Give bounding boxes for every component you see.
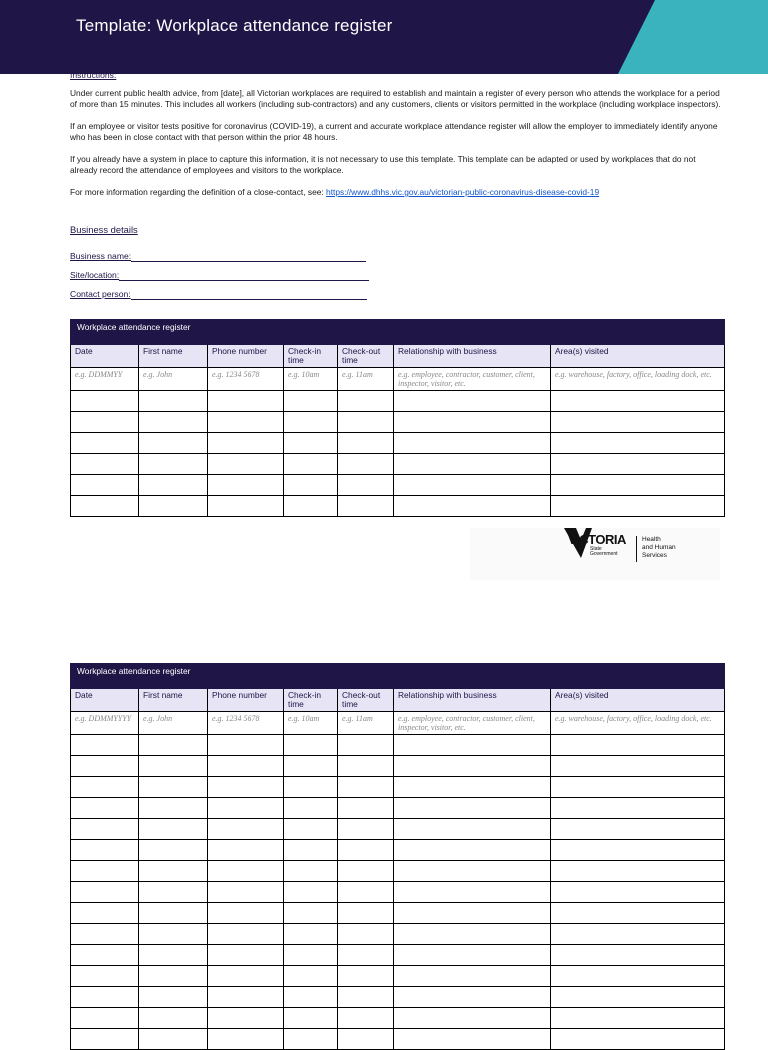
entry-cell[interactable] [284, 840, 338, 861]
entry-cell[interactable] [551, 798, 725, 819]
example-date: e.g. DDMMYYYY [71, 712, 139, 735]
attendance-register-table-2 [70, 663, 725, 1050]
entry-cell[interactable] [71, 987, 139, 1008]
column-header-check-in: Check-in time [284, 345, 338, 368]
entry-cell[interactable] [551, 882, 725, 903]
entry-cell[interactable] [284, 798, 338, 819]
entry-cell[interactable] [139, 903, 208, 924]
entry-cell[interactable] [208, 777, 284, 798]
entry-cell[interactable] [338, 861, 394, 882]
column-header-relationship: Relationship with business [394, 689, 551, 712]
entry-cell[interactable] [284, 861, 338, 882]
state-government-text [590, 547, 618, 557]
table-row [71, 391, 725, 412]
instructions-paragraph-2: If an employee or visitor tests positive for coronavirus (COVID-19), a current and accurate workplace attendance register will allow the employer to immediately identify anyone who has been in close contact with that person within the prior 48 hours. [70, 121, 718, 142]
entry-cell[interactable] [71, 819, 139, 840]
table-row [71, 861, 725, 882]
entry-cell[interactable] [551, 819, 725, 840]
entry-cell[interactable] [551, 475, 725, 496]
entry-cell[interactable] [139, 819, 208, 840]
dept-line-2: and Human [642, 544, 676, 551]
instructions-paragraph-3: If you already have a system in place to capture this information, it is not necessary to use this template. This template can be adapted or used by workplaces that do not already record the attendance of employees and visitors to the workplace. [70, 154, 696, 175]
column-header-check-in: Check-in time [284, 689, 338, 712]
example-areas: e.g. warehouse, factory, office, loading dock, etc. [551, 712, 725, 735]
table-row [71, 475, 725, 496]
instructions-section [70, 70, 724, 300]
entry-cell[interactable] [71, 945, 139, 966]
entry-cell[interactable] [208, 496, 284, 517]
entry-cell[interactable] [208, 840, 284, 861]
example-check-out: e.g. 11am [338, 712, 394, 735]
entry-cell[interactable] [338, 987, 394, 1008]
entry-cell[interactable] [139, 1008, 208, 1029]
entry-cell[interactable] [284, 882, 338, 903]
entry-cell[interactable] [284, 987, 338, 1008]
entry-cell[interactable] [551, 735, 725, 756]
column-header-date: Date [71, 345, 139, 368]
entry-cell[interactable] [139, 756, 208, 777]
table-1-body [71, 391, 725, 517]
entry-cell[interactable] [71, 391, 139, 412]
entry-cell[interactable] [284, 945, 338, 966]
entry-cell[interactable] [71, 861, 139, 882]
entry-cell[interactable] [394, 454, 551, 475]
entry-cell[interactable] [394, 475, 551, 496]
table-row [71, 496, 725, 517]
column-header-phone-number: Phone number [208, 689, 284, 712]
victoria-wordmark: VICTORIA [568, 532, 626, 547]
entry-cell[interactable] [139, 882, 208, 903]
attendance-register-table-1 [70, 319, 725, 517]
example-relationship: e.g. employee, contractor, customer, client, inspector, visitor, etc. [394, 368, 551, 391]
entry-cell[interactable] [139, 945, 208, 966]
entry-cell[interactable] [139, 798, 208, 819]
entry-cell[interactable] [394, 882, 551, 903]
entry-cell[interactable] [139, 861, 208, 882]
entry-cell[interactable] [71, 735, 139, 756]
entry-cell[interactable] [394, 735, 551, 756]
entry-cell[interactable] [338, 735, 394, 756]
state-line-1: State [590, 546, 602, 552]
entry-cell[interactable] [139, 454, 208, 475]
contact-person-line[interactable] [131, 290, 367, 300]
entry-cell[interactable] [551, 840, 725, 861]
entry-cell[interactable] [338, 475, 394, 496]
entry-cell[interactable] [284, 475, 338, 496]
business-name-label: Business name: [70, 251, 132, 261]
entry-cell[interactable] [338, 433, 394, 454]
entry-cell[interactable] [338, 966, 394, 987]
entry-cell[interactable] [208, 756, 284, 777]
logo-divider [636, 536, 637, 562]
business-name-line[interactable] [131, 252, 366, 262]
entry-cell[interactable] [208, 798, 284, 819]
entry-cell[interactable] [338, 945, 394, 966]
example-phone: e.g. 1234 5678 [208, 712, 284, 735]
instructions-paragraph-4 [70, 187, 724, 198]
entry-cell[interactable] [284, 1008, 338, 1029]
entry-cell[interactable] [139, 777, 208, 798]
state-line-2: Government [590, 551, 618, 557]
column-header-areas-visited: Area(s) visited [551, 345, 725, 368]
entry-cell[interactable] [338, 882, 394, 903]
table-row [71, 819, 725, 840]
entry-cell[interactable] [139, 840, 208, 861]
more-info-text: For more information regarding the definition of a close-contact, see: [70, 187, 327, 197]
entry-cell[interactable] [551, 454, 725, 475]
entry-cell[interactable] [284, 819, 338, 840]
dept-line-3: Services [642, 552, 667, 559]
victoria-government-logo [470, 524, 720, 584]
entry-cell[interactable] [551, 861, 725, 882]
entry-cell[interactable] [551, 391, 725, 412]
instructions-paragraph-1: Under current public health advice, from [date], all Victorian workplaces are required to establish and maintain a register of every person who attends the workplace for a period of more than 15 minutes. This includes all workers (including sub-contractors) and any customers, clients or visitors permitted in the workplace (including workplace inspectors). [70, 88, 721, 109]
entry-cell[interactable] [338, 1008, 394, 1029]
entry-cell[interactable] [551, 1029, 725, 1050]
column-header-first-name: First name [139, 345, 208, 368]
entry-cell[interactable] [208, 735, 284, 756]
instructions-heading: Instructions: [70, 70, 117, 80]
entry-cell[interactable] [284, 924, 338, 945]
entry-cell[interactable] [394, 1029, 551, 1050]
entry-cell[interactable] [139, 475, 208, 496]
entry-cell[interactable] [551, 966, 725, 987]
entry-cell[interactable] [71, 454, 139, 475]
entry-cell[interactable] [208, 433, 284, 454]
page-title: Template: Workplace attendance register [76, 16, 393, 35]
column-header-check-out: Check-out time [338, 689, 394, 712]
dhhs-department-text [642, 536, 676, 560]
entry-cell[interactable] [284, 1029, 338, 1050]
example-check-in: e.g. 10am [284, 368, 338, 391]
entry-cell[interactable] [208, 966, 284, 987]
entry-cell[interactable] [551, 1008, 725, 1029]
entry-cell[interactable] [208, 412, 284, 433]
entry-cell[interactable] [71, 496, 139, 517]
entry-cell[interactable] [71, 412, 139, 433]
entry-cell[interactable] [208, 1008, 284, 1029]
entry-cell[interactable] [71, 777, 139, 798]
table-row [71, 987, 725, 1008]
contact-person-field[interactable] [70, 281, 724, 300]
entry-cell[interactable] [551, 412, 725, 433]
entry-cell[interactable] [394, 840, 551, 861]
entry-cell[interactable] [551, 945, 725, 966]
dhhs-covid-link[interactable]: https://www.dhhs.vic.gov.au/victorian-public-coronavirus-disease-covid-19 [326, 187, 600, 197]
entry-cell[interactable] [551, 433, 725, 454]
entry-cell[interactable] [394, 1008, 551, 1029]
table-2-caption: Workplace attendance register [71, 664, 725, 689]
entry-cell[interactable] [71, 903, 139, 924]
entry-cell[interactable] [394, 496, 551, 517]
entry-cell[interactable] [71, 966, 139, 987]
entry-cell[interactable] [551, 756, 725, 777]
table-row [71, 882, 725, 903]
entry-cell[interactable] [139, 1029, 208, 1050]
entry-cell[interactable] [338, 903, 394, 924]
entry-cell[interactable] [551, 924, 725, 945]
entry-cell[interactable] [208, 861, 284, 882]
entry-cell[interactable] [338, 412, 394, 433]
entry-cell[interactable] [71, 882, 139, 903]
entry-cell[interactable] [394, 861, 551, 882]
entry-cell[interactable] [394, 819, 551, 840]
banner-accent-shape [618, 0, 768, 74]
example-date: e.g. DDMMYY [71, 368, 139, 391]
entry-cell[interactable] [71, 1029, 139, 1050]
entry-cell[interactable] [71, 924, 139, 945]
table-1-caption: Workplace attendance register [71, 320, 725, 345]
table-row [71, 735, 725, 756]
business-details-heading: Business details [70, 224, 138, 235]
entry-cell[interactable] [139, 735, 208, 756]
entry-cell[interactable] [394, 924, 551, 945]
entry-cell[interactable] [71, 756, 139, 777]
entry-cell[interactable] [284, 391, 338, 412]
table-row [71, 756, 725, 777]
entry-cell[interactable] [551, 777, 725, 798]
entry-cell[interactable] [208, 924, 284, 945]
entry-cell[interactable] [139, 412, 208, 433]
entry-cell[interactable] [338, 454, 394, 475]
entry-cell[interactable] [208, 945, 284, 966]
site-location-label: Site/location: [70, 270, 120, 280]
entry-cell[interactable] [208, 1029, 284, 1050]
table-row [71, 798, 725, 819]
business-name-field[interactable] [70, 243, 724, 262]
entry-cell[interactable] [208, 819, 284, 840]
table-row [71, 1008, 725, 1029]
entry-cell[interactable] [208, 475, 284, 496]
site-location-field[interactable] [70, 262, 724, 281]
entry-cell[interactable] [139, 391, 208, 412]
entry-cell[interactable] [71, 840, 139, 861]
example-phone: e.g. 1234 5678 [208, 368, 284, 391]
entry-cell[interactable] [284, 496, 338, 517]
entry-cell[interactable] [284, 903, 338, 924]
entry-cell[interactable] [394, 903, 551, 924]
table-row [71, 1029, 725, 1050]
entry-cell[interactable] [139, 987, 208, 1008]
table-row [71, 945, 725, 966]
entry-cell[interactable] [139, 966, 208, 987]
header-banner [0, 0, 768, 74]
entry-cell[interactable] [284, 433, 338, 454]
entry-cell[interactable] [139, 433, 208, 454]
entry-cell[interactable] [394, 966, 551, 987]
entry-cell[interactable] [338, 819, 394, 840]
table-row [71, 433, 725, 454]
entry-cell[interactable] [394, 433, 551, 454]
entry-cell[interactable] [338, 756, 394, 777]
entry-cell[interactable] [284, 777, 338, 798]
entry-cell[interactable] [208, 882, 284, 903]
example-check-in: e.g. 10am [284, 712, 338, 735]
table-row [71, 903, 725, 924]
entry-cell[interactable] [338, 391, 394, 412]
column-header-first-name: First name [139, 689, 208, 712]
entry-cell[interactable] [284, 756, 338, 777]
example-areas: e.g. warehouse, factory, office, loading dock, etc. [551, 368, 725, 391]
table-row [71, 777, 725, 798]
entry-cell[interactable] [71, 1008, 139, 1029]
entry-cell[interactable] [394, 391, 551, 412]
entry-cell[interactable] [208, 454, 284, 475]
column-header-relationship: Relationship with business [394, 345, 551, 368]
table-row [71, 840, 725, 861]
column-header-phone-number: Phone number [208, 345, 284, 368]
entry-cell[interactable] [208, 987, 284, 1008]
example-relationship: e.g. employee, contractor, customer, client, inspector, visitor, etc. [394, 712, 551, 735]
entry-cell[interactable] [338, 1029, 394, 1050]
entry-cell[interactable] [338, 777, 394, 798]
entry-cell[interactable] [338, 496, 394, 517]
entry-cell[interactable] [551, 987, 725, 1008]
entry-cell[interactable] [71, 798, 139, 819]
entry-cell[interactable] [338, 798, 394, 819]
table-2-body [71, 735, 725, 1050]
table-row [71, 454, 725, 475]
entry-cell[interactable] [338, 840, 394, 861]
table-row [71, 412, 725, 433]
entry-cell[interactable] [284, 412, 338, 433]
entry-cell[interactable] [139, 924, 208, 945]
entry-cell[interactable] [284, 966, 338, 987]
entry-cell[interactable] [71, 475, 139, 496]
entry-cell[interactable] [394, 945, 551, 966]
entry-cell[interactable] [551, 496, 725, 517]
entry-cell[interactable] [394, 412, 551, 433]
example-first-name: e.g. John [139, 712, 208, 735]
entry-cell[interactable] [394, 777, 551, 798]
column-header-check-out: Check-out time [338, 345, 394, 368]
dept-line-1: Health [642, 536, 661, 543]
example-first-name: e.g. John [139, 368, 208, 391]
table-row [71, 924, 725, 945]
contact-person-label: Contact person: [70, 289, 131, 299]
entry-cell[interactable] [284, 454, 338, 475]
entry-cell[interactable] [208, 391, 284, 412]
entry-cell[interactable] [394, 798, 551, 819]
site-location-line[interactable] [119, 271, 369, 281]
example-check-out: e.g. 11am [338, 368, 394, 391]
entry-cell[interactable] [551, 903, 725, 924]
entry-cell[interactable] [394, 987, 551, 1008]
column-header-areas-visited: Area(s) visited [551, 689, 725, 712]
entry-cell[interactable] [139, 496, 208, 517]
column-header-date: Date [71, 689, 139, 712]
entry-cell[interactable] [208, 903, 284, 924]
entry-cell[interactable] [284, 735, 338, 756]
entry-cell[interactable] [338, 924, 394, 945]
entry-cell[interactable] [394, 756, 551, 777]
entry-cell[interactable] [71, 433, 139, 454]
table-row [71, 966, 725, 987]
